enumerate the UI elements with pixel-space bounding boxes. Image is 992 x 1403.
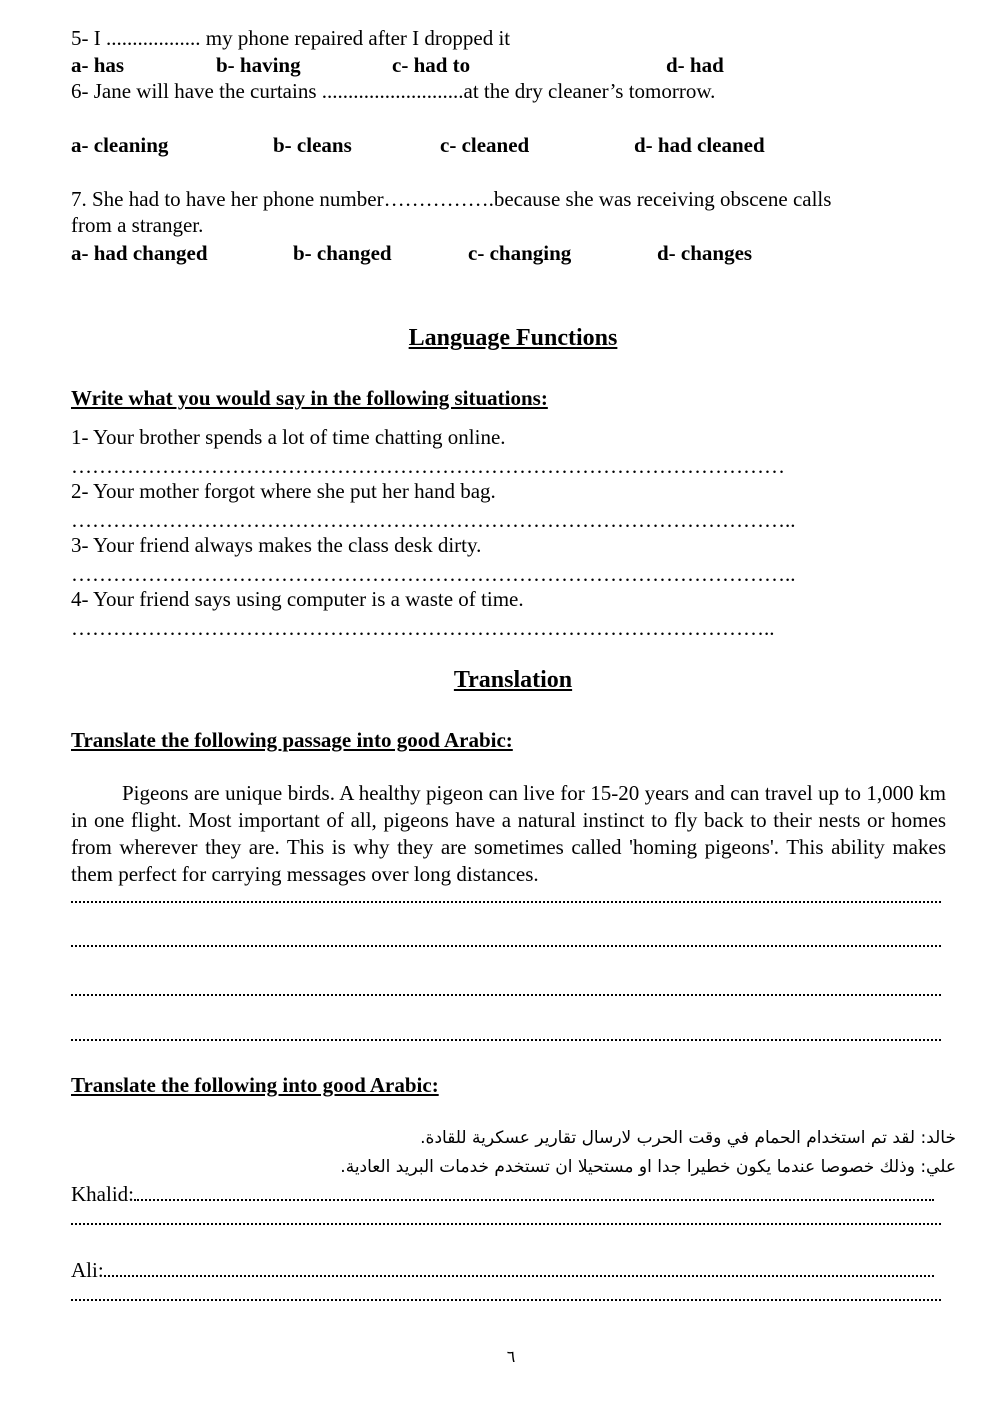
q5-option-c[interactable]: c- had to	[392, 53, 471, 77]
arabic-line-ali: علي: وذلك خصوصا عندما يكون خطيرا جدا او مستحيلا ان تستخدم خدمات البريد العادية.	[340, 1157, 956, 1177]
q6-option-a[interactable]: a- cleaning	[71, 133, 169, 157]
situation-4-answer-line[interactable]: ………………………………………………………………………………………..	[71, 617, 775, 639]
situation-4: 4- Your friend says using computer is a waste of time.	[71, 587, 524, 611]
translation-title: Translation	[453, 667, 573, 693]
ali-label: Ali:	[71, 1258, 104, 1282]
question-5-stem: 5- I .................. my phone repaired after I dropped it	[71, 26, 511, 50]
situation-3: 3- Your friend always makes the class desk dirty.	[71, 533, 482, 557]
passage-answer-line-1[interactable]	[71, 899, 941, 903]
language-functions-title: Language Functions	[408, 325, 618, 351]
language-functions-instruction: Write what you would say in the following situations:	[71, 386, 548, 410]
passage-answer-line-3[interactable]	[71, 992, 941, 996]
q5-option-d[interactable]: d- had	[666, 53, 724, 77]
question-7-stem-line1: 7. She had to have her phone number…………….because she was receiving obscene calls	[71, 187, 832, 211]
passage-instruction: Translate the following passage into good Arabic:	[71, 728, 513, 752]
khalid-answer-line[interactable]	[134, 1183, 934, 1201]
translation-passage: Pigeons are unique birds. A healthy pigeon can live for 15-20 years and can travel up to 1,000 km in one flight. Most important of all, pigeons have a natural instinct to fly back to their nests or homes from wherever they are. This is why they are sometimes called 'homing pigeons'. This ability makes them perfect for carrying messages over long distances.	[71, 781, 946, 886]
q7-option-d[interactable]: d- changes	[657, 241, 753, 265]
situation-1: 1- Your brother spends a lot of time chatting online.	[71, 425, 506, 449]
question-6-stem: 6- Jane will have the curtains ...........................at the dry cleaner’s tomorrow.	[71, 79, 716, 103]
q5-option-b[interactable]: b- having	[216, 53, 301, 77]
question-7-stem-line2: from a stranger.	[71, 213, 204, 237]
situation-3-answer-line[interactable]: …………………………………………………………………………………………..	[71, 563, 796, 585]
ali-answer-line[interactable]	[104, 1259, 934, 1277]
situation-2-answer-line[interactable]: …………………………………………………………………………………………..	[71, 509, 796, 531]
situation-1-answer-line[interactable]: …………………………………………………………………………………………	[71, 455, 785, 477]
page-number: ٦	[506, 1347, 516, 1366]
passage-answer-line-2[interactable]	[71, 943, 941, 947]
ali-answer-line-2[interactable]	[71, 1297, 941, 1301]
khalid-answer-row	[71, 1182, 934, 1206]
khalid-answer-line-2[interactable]	[71, 1221, 941, 1225]
q7-option-b[interactable]: b- changed	[293, 241, 392, 265]
ali-answer-row	[71, 1258, 934, 1282]
q6-option-c[interactable]: c- cleaned	[440, 133, 530, 157]
q7-option-a[interactable]: a- had changed	[71, 241, 208, 265]
q6-option-d[interactable]: d- had cleaned	[634, 133, 765, 157]
khalid-label: Khalid:	[71, 1182, 134, 1206]
q6-option-b[interactable]: b- cleans	[273, 133, 352, 157]
arabic-line-khalid: خالد: لقد تم استخدام الحمام في وقت الحرب لارسال تقارير عسكرية للقادة.	[420, 1128, 956, 1148]
situation-2: 2- Your mother forgot where she put her hand bag.	[71, 479, 496, 503]
q7-option-c[interactable]: c- changing	[468, 241, 572, 265]
dialogue-instruction: Translate the following into good Arabic:	[71, 1073, 439, 1097]
passage-answer-line-4[interactable]	[71, 1037, 941, 1041]
q5-option-a[interactable]: a- has	[71, 53, 125, 77]
